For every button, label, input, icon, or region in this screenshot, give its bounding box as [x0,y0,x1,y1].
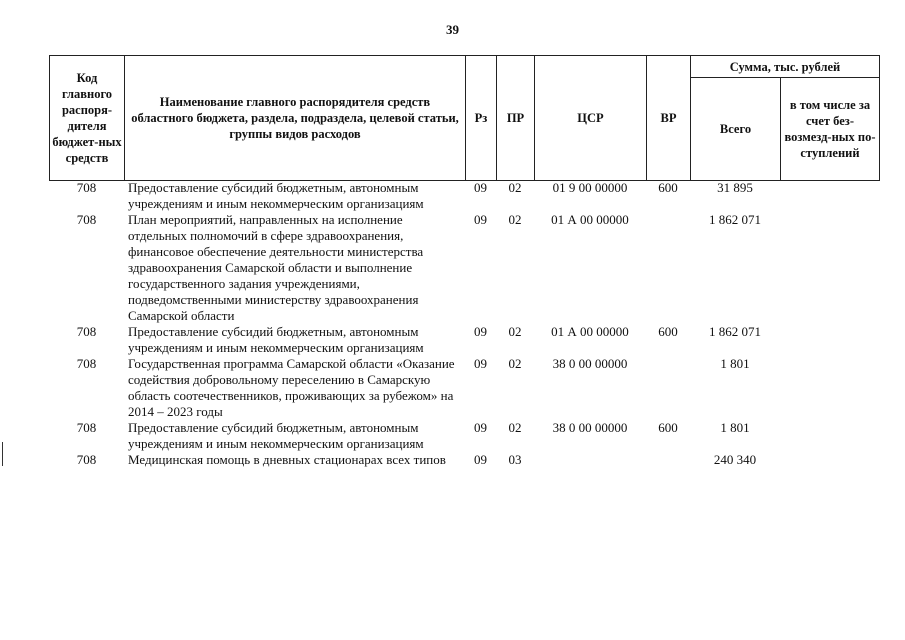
cell-total: 1 862 071 [709,212,761,227]
cell-total: 31 895 [717,180,753,195]
table-row [49,180,879,212]
header-total: Всего [691,78,781,181]
budget-table-header [49,55,880,181]
cell-csr: 01 А 00 00000 [551,324,629,339]
cell-csr: 01 9 00 00000 [552,180,628,195]
cell-name: Предоставление субсидий бюджетным, автономным учреждениям и иным некоммерческим организациям [128,180,424,211]
table-row [49,324,879,356]
cell-csr: 38 0 00 00000 [552,420,628,435]
cell-pr: 02 [508,180,522,195]
table-row [49,452,879,468]
cell-code: 708 [76,452,97,467]
budget-table-body [49,180,879,468]
cell-code: 708 [76,180,97,195]
header-sum: Сумма, тыс. рублей [691,56,880,78]
cell-code: 708 [76,356,97,371]
table-row [49,420,879,452]
cell-code: 708 [76,324,97,339]
cell-rz: 09 [474,356,487,371]
page-number: 39 [446,22,459,37]
cell-vr [646,452,690,468]
cell-rz: 09 [474,180,487,195]
cell-pr: 02 [508,420,522,435]
cell-vr [646,356,690,420]
cell-free [780,180,879,212]
cell-pr: 02 [508,212,522,227]
cell-name: Государственная программа Самарской области «Оказание содействия добровольному переселению в Самарскую область соотечественников, проживающих за рубежом» на 2014 – 2023 годы [128,356,455,419]
cell-pr: 02 [508,356,522,371]
cell-vr: 600 [658,324,678,339]
header-code: Код главного распоря-дителя бюджет-ных средств [50,56,125,181]
cell-total: 240 340 [713,452,757,467]
cell-rz: 09 [474,212,487,227]
cell-vr [646,212,690,324]
cell-rz: 09 [474,420,487,435]
cell-rz: 09 [474,324,487,339]
margin-mark [2,442,3,466]
cell-vr: 600 [658,420,678,435]
cell-name: План мероприятий, направленных на исполнение отдельных полномочий в сфере здравоохранения, финансовое обеспечение деятельности министерства здравоохранения Самарской области и выполнение государственного задания учреждениями, подведомственными министерству здравоохранения Самарской области [128,212,424,323]
cell-csr: 01 А 00 00000 [551,212,629,227]
header-pr: ПР [497,56,535,181]
cell-name: Предоставление субсидий бюджетным, автономным учреждениям и иным некоммерческим организациям [128,420,424,451]
cell-total: 1 801 [720,356,750,371]
cell-csr: 38 0 00 00000 [552,356,628,371]
cell-free [780,420,879,452]
cell-code: 708 [76,212,97,227]
table-row [49,212,879,324]
cell-csr [534,452,646,468]
cell-rz: 09 [474,452,487,467]
cell-pr: 02 [508,324,522,339]
cell-name: Предоставление субсидий бюджетным, автономным учреждениям и иным некоммерческим организациям [128,324,424,355]
table-row [49,356,879,420]
header-csr: ЦСР [535,56,647,181]
header-vr: ВР [647,56,691,181]
cell-free [780,356,879,420]
cell-pr: 03 [508,452,522,467]
header-free: в том числе за счет без-возмезд-ных по-ступлений [781,78,880,181]
cell-free [780,212,879,324]
cell-code: 708 [76,420,97,435]
cell-vr: 600 [658,180,678,195]
cell-total: 1 862 071 [709,324,761,339]
header-rz: Рз [466,56,497,181]
cell-name: Медицинская помощь в дневных стационарах всех типов [128,452,446,467]
cell-free [780,452,879,468]
cell-total: 1 801 [720,420,750,435]
header-name: Наименование главного распорядителя средств областного бюджета, раздела, подраздела, целевой статьи, группы видов расходов [125,56,466,181]
cell-free [780,324,879,356]
